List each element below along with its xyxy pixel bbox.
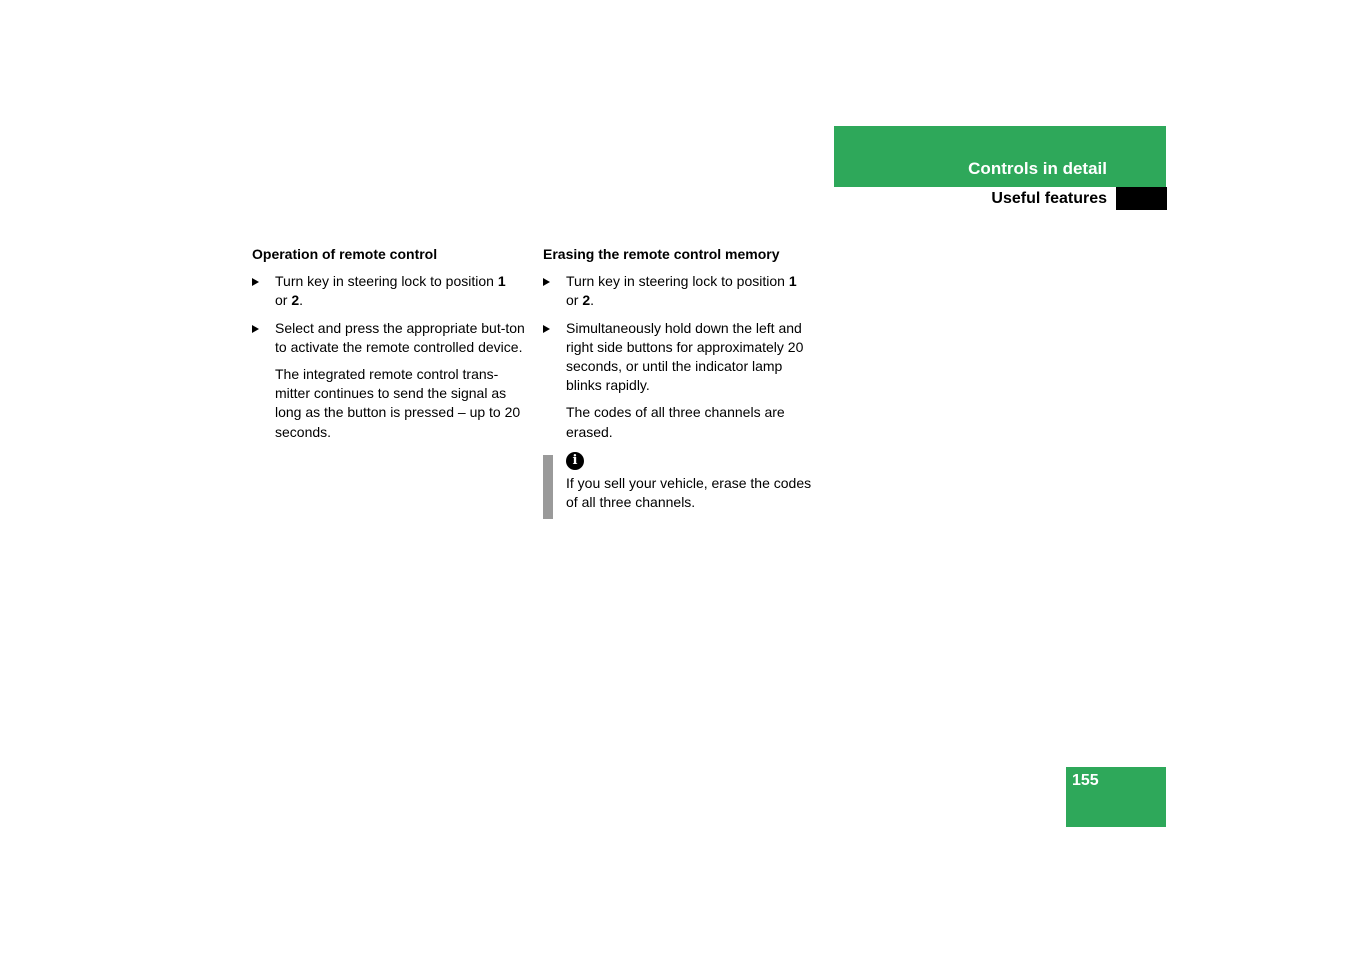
step-text: Turn key in steering lock to position	[566, 273, 789, 290]
step-text: or	[566, 292, 583, 309]
section-title: Useful features	[991, 190, 1107, 207]
instruction-step	[543, 272, 819, 310]
info-icon: i	[566, 452, 584, 470]
section-heading: Operation of remote control	[252, 246, 438, 262]
section-heading: Erasing the remote control memory	[543, 246, 780, 262]
left-column	[252, 245, 528, 450]
explanation-paragraph: The integrated remote control trans-mitter continues to send the signal as long as the button is pressed – up to 20 seconds.	[275, 366, 521, 440]
note-bar	[543, 455, 553, 519]
arrow-bullet-icon	[543, 278, 550, 286]
arrow-bullet-icon	[543, 325, 550, 333]
instruction-step	[543, 319, 819, 396]
position-number: 1	[788, 273, 797, 290]
page-number: 155	[1072, 772, 1099, 789]
explanation-paragraph: The codes of all three channels are erased.	[566, 404, 785, 440]
step-text: .	[590, 292, 595, 309]
chapter-title: Controls in detail	[968, 159, 1107, 178]
step-text: Simultaneously hold down the left and right side buttons for approximately 20 seconds, or until the indicator lamp blinks rapidly.	[566, 319, 804, 394]
section-tab-marker	[1116, 187, 1167, 210]
instruction-step	[252, 319, 528, 357]
right-column	[543, 245, 819, 512]
info-note	[543, 450, 819, 512]
step-text: or	[275, 292, 292, 309]
instruction-step	[252, 272, 528, 310]
position-number: 2	[582, 292, 591, 309]
arrow-bullet-icon	[252, 278, 259, 286]
step-text: Select and press the appropriate but-ton to activate the remote controlled device.	[275, 319, 525, 355]
position-number: 1	[497, 273, 506, 290]
arrow-bullet-icon	[252, 325, 259, 333]
position-number: 2	[291, 292, 300, 309]
step-text: Turn key in steering lock to position	[275, 273, 498, 290]
note-text: If you sell your vehicle, erase the codes of all three channels.	[566, 474, 812, 511]
step-text: .	[299, 292, 304, 309]
